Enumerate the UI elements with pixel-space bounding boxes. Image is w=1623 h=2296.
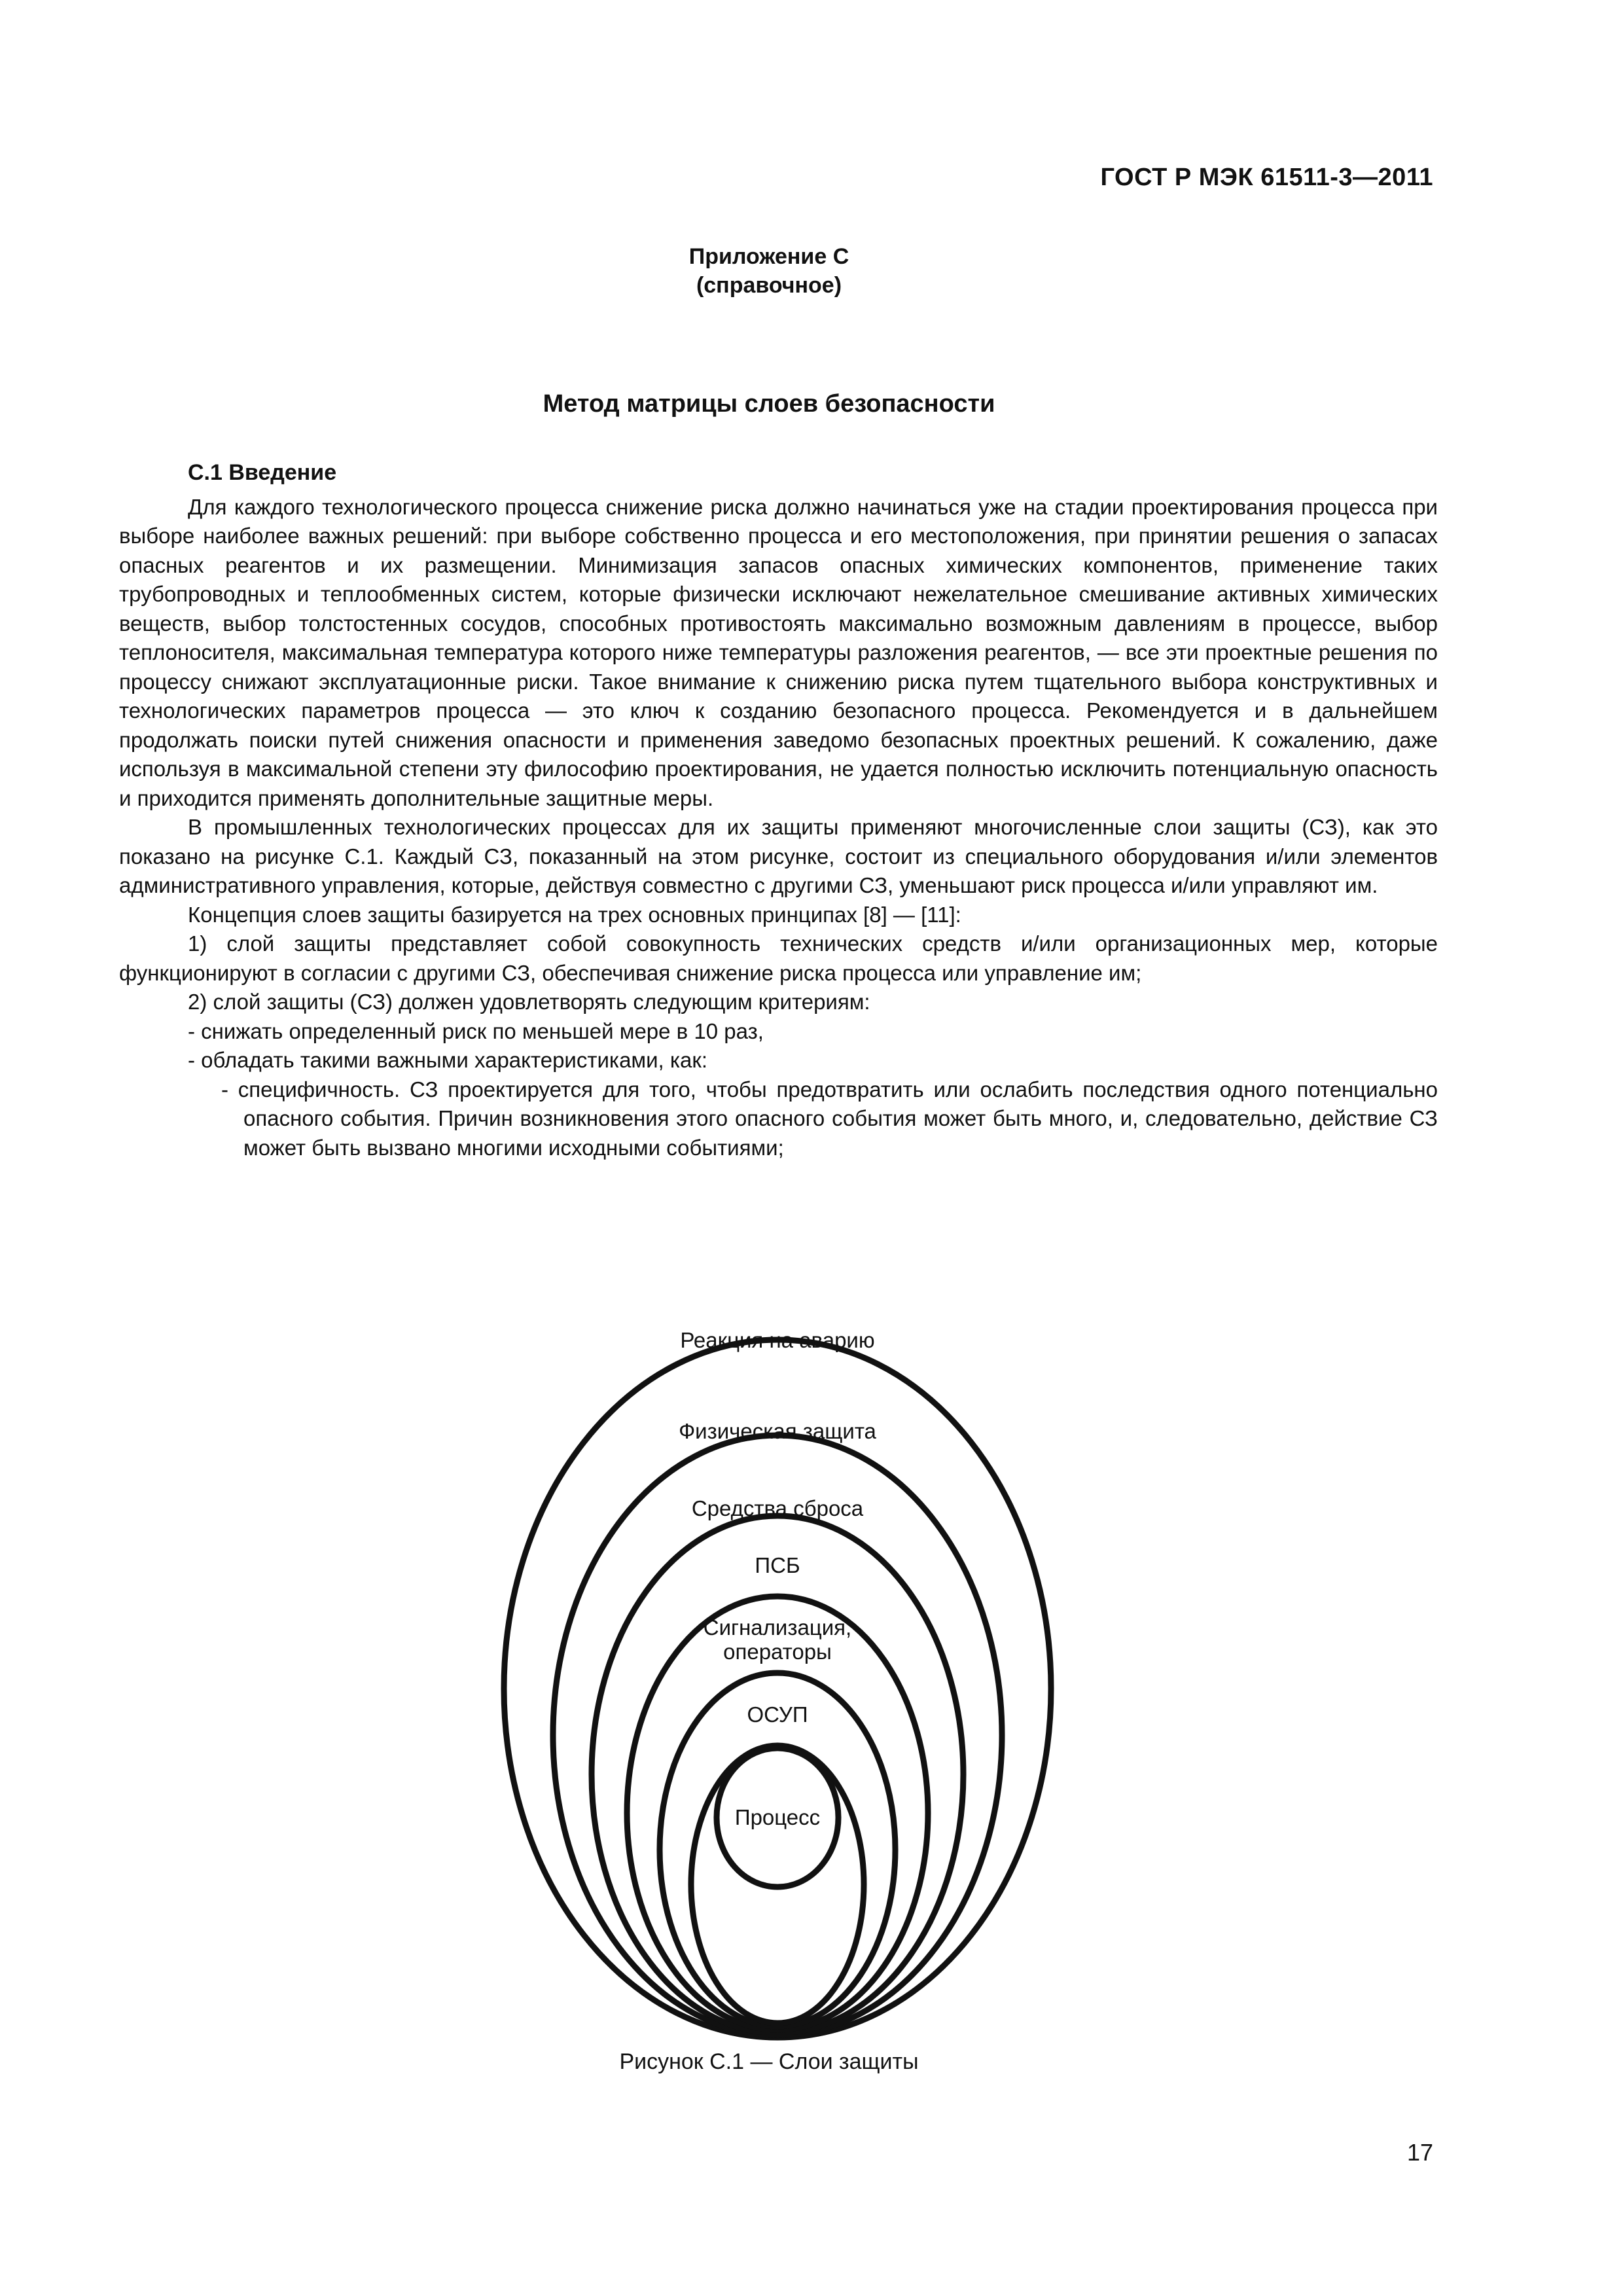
ring-emergency-response [504, 1340, 1051, 2037]
annex-label: Приложение С [688, 244, 849, 269]
page-number: 17 [1406, 2139, 1433, 2166]
list-item: 1) слой защиты представляет собой совокупность технических средств и/или организационных мер, которые функционируют в согласии с другими СЗ, обеспечивая снижение риска процесса или управление им; [119, 931, 1438, 985]
annex-heading [0, 242, 1538, 300]
label-bpcs: ОСУП [747, 1702, 808, 1727]
paragraph: Для каждого технологического процесса снижение риска должно начинаться уже на стадии проектирования процесса при выборе наиболее важных решений: при выборе собственно процесса и его местоположения, при принятии решения о запасах опасных реагентов и их размещении. Минимизация запасов опасных химических компонентов, применение таких трубопроводных и теплообменных систем, которые физически исключают нежелательное смешивание активных химических веществ, выбор толстостенных сосудов, способных противостоять максимально возможным давлениям в процессе, выбор теплоносителя, максимальная температура которого ниже температуры разложения реагентов, — все эти проектные решения по процессу снижают эксплуатационные риски. Такое внимание к снижению риска путем тщательного выбора конструктивных и технологических параметров процесса — это ключ к созданию безопасного процесса. Рекомендуется и в дальнейшем продолжать поиски путей снижения опасности и применения заведомо безопасных проектных решений. К сожалению, даже используя в максимальной степени эту философию проектирования, не удается полностью исключить потенциальную опасность и приходится применять дополнительные защитные меры. [119, 494, 1438, 810]
label-emergency-response: Реакция на аварию [680, 1328, 875, 1352]
bullet-item: - обладать такими важными характеристиками, как: [188, 1048, 707, 1072]
list-item: 2) слой защиты (СЗ) должен удовлетворять следующим критериям: [188, 990, 870, 1014]
standard-code: ГОСТ Р МЭК 61511-3—2011 [1100, 164, 1433, 191]
sub-bullet-item: - специфичность. СЗ проектируется для того, чтобы предотвратить или ослабить последствия одного потенциально опасного события. Причин возникновения этого опасного события может быть много, и, следовательно, действие СЗ может быть вызвано многими исходными событиями; [221, 1077, 1438, 1160]
label-sis: ПСБ [755, 1553, 800, 1577]
figure-caption: Рисунок С.1 — Слои защиты [619, 2049, 919, 2074]
paragraph: В промышленных технологических процессах для их защиты применяют многочисленные слои защиты (СЗ), как это показано на рисунке С.1. Каждый СЗ, показанный на этом рисунке, состоит из специального оборудования и/или элементов административного управления, которые, действуя совместно с другими СЗ, уменьшают риск процесса и/или управляют им. [119, 815, 1438, 897]
document-body [119, 458, 1438, 1162]
annex-type: (справочное) [696, 273, 842, 298]
label-alarms: Сигнализация, [703, 1615, 852, 1640]
paragraph: Концепция слоев защиты базируется на трех основных принципах [8] — [11]: [188, 902, 961, 927]
page-title: Метод матрицы слоев безопасности [543, 390, 995, 418]
label-operators: операторы [723, 1640, 832, 1664]
label-physical-protection: Физическая защита [679, 1419, 876, 1443]
layers-of-protection-diagram [0, 1273, 1623, 2045]
label-relief-devices: Средства сброса [691, 1496, 864, 1520]
section-heading: С.1 Введение [188, 460, 337, 485]
ring-physical-protection [553, 1435, 1002, 2035]
label-process: Процесс [734, 1805, 821, 1829]
bullet-item: - снижать определенный риск по меньшей мере в 10 раз, [188, 1018, 764, 1043]
